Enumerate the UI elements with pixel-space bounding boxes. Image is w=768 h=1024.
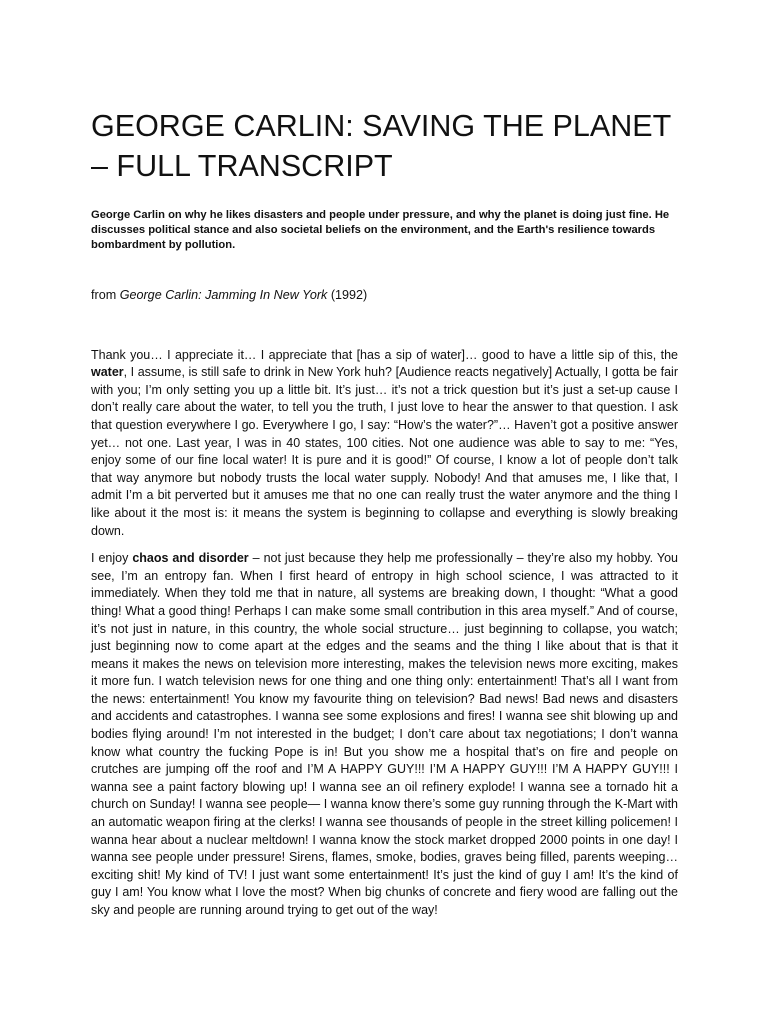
document-title [91, 106, 678, 186]
source-line [91, 287, 678, 303]
source-work: George Carlin: Jamming In New York [119, 287, 328, 302]
source-year: (1992) [327, 287, 368, 302]
document-subtitle: George Carlin on why he likes disasters and people under pressure, and why the planet is doing just fine. He discusses political stance and also societal beliefs on the environment, and the Earth's resilience towards bombardment by pollution. [91, 209, 670, 252]
paragraph-2-before: I enjoy [91, 551, 133, 566]
paragraph-2-after: – not just because they help me professionally – they’re also my hobby. You see, I’m an entropy fan. When I first heard of entropy in high school science, I was attracted to it immediately. When they told me that in nature, all systems are breaking down, I thought: “What a good thing! What a good thing! Perhaps I can make some small contribution in this area myself.” And of course, it’s not just in nature, in this country, the whole social structure… just beginning to collapse, you watch; just beginning now to come apart at the edges and the seams and the thing I like about that is that it means it makes the news on television more interesting, makes the television news more exciting, makes it more fun. I watch television news for one thing and one thing only: entertainment! That’s all I want from the news: entertainment! You know my favourite thing on television? Bad news! Bad news and disasters and accidents and catastrophes. I wanna see some explosions and fires! I wanna see shit blowing up and bodies flying around! I’m not interested in the budget; I don’t care about tax negotiations; I don’t wanna know what country the fucking Pope is in! But you show me a hospital that’s on fire and people on crutches are jumping off the roof and I’M A HAPPY GUY!!! I’M A HAPPY GUY!!! I’M A HAPPY GUY!!! I wanna see a paint factory blowing up! I wanna see an oil refinery explode! I wanna see a tornado hit a church on Sunday! I wanna see people— I wanna know there’s some guy running through the K-Mart with an automatic weapon firing at the clerks! I wanna see thousands of people in the street killing policemen! I wanna hear about a nuclear meltdown! I wanna know the stock market dropped 2000 points in one day! I wanna see people under pressure! Sirens, flames, smoke, bodies, graves being filled, parents weeping… exciting shit! My kind of TV! I just want some entertainment! It’s just the kind of guy I am! It’s the kind of guy I am! You know what I love the most? When big chunks of concrete and fiery wood are falling out the sky and people are running around trying to get out of the way! [91, 551, 679, 918]
title-line-2: – FULL TRANSCRIPT [91, 149, 393, 183]
paragraph-2 [91, 550, 678, 919]
paragraph-1-before: Thank you… I appreciate it… I appreciate that [has a sip of water]… good to have a little sip of this, the [91, 347, 678, 362]
document-page [91, 106, 678, 920]
paragraph-1-bold: water [91, 365, 124, 380]
source-prefix: from [91, 287, 120, 302]
paragraph-1-after: , I assume, is still safe to drink in New York huh? [Audience reacts negatively] Actually, I gotta be fair with you; I’m only setting you up a little bit. It’s just… it’s not a trick question but it’s just a set-up cause I don’t really care about the water, to tell you the truth, I just love to hear the answer to that question. I ask that question everywhere I go. Everywhere I go, I say: “How’s the water?”… Haven’t got a positive answer yet… not one. Last year, I was in 40 states, 100 cities. Not one audience was able to say to me: “Yes, enjoy some of our fine local water! It is pure and it is good!” Of course, I know a lot of people don’t talk that way anymore but nobody trusts the local water supply. Nobody! And that amuses me, I like that, I admit I’m a bit perverted but it amuses me that no one can really trust the water anymore and the thing I like about it the most is: it means the system is beginning to collapse and everything is slowly breaking down. [91, 365, 678, 538]
paragraph-2-bold: chaos and disorder [132, 551, 249, 566]
title-line-1: GEORGE CARLIN: SAVING THE PLANET [91, 109, 672, 143]
paragraph-1 [91, 347, 678, 541]
